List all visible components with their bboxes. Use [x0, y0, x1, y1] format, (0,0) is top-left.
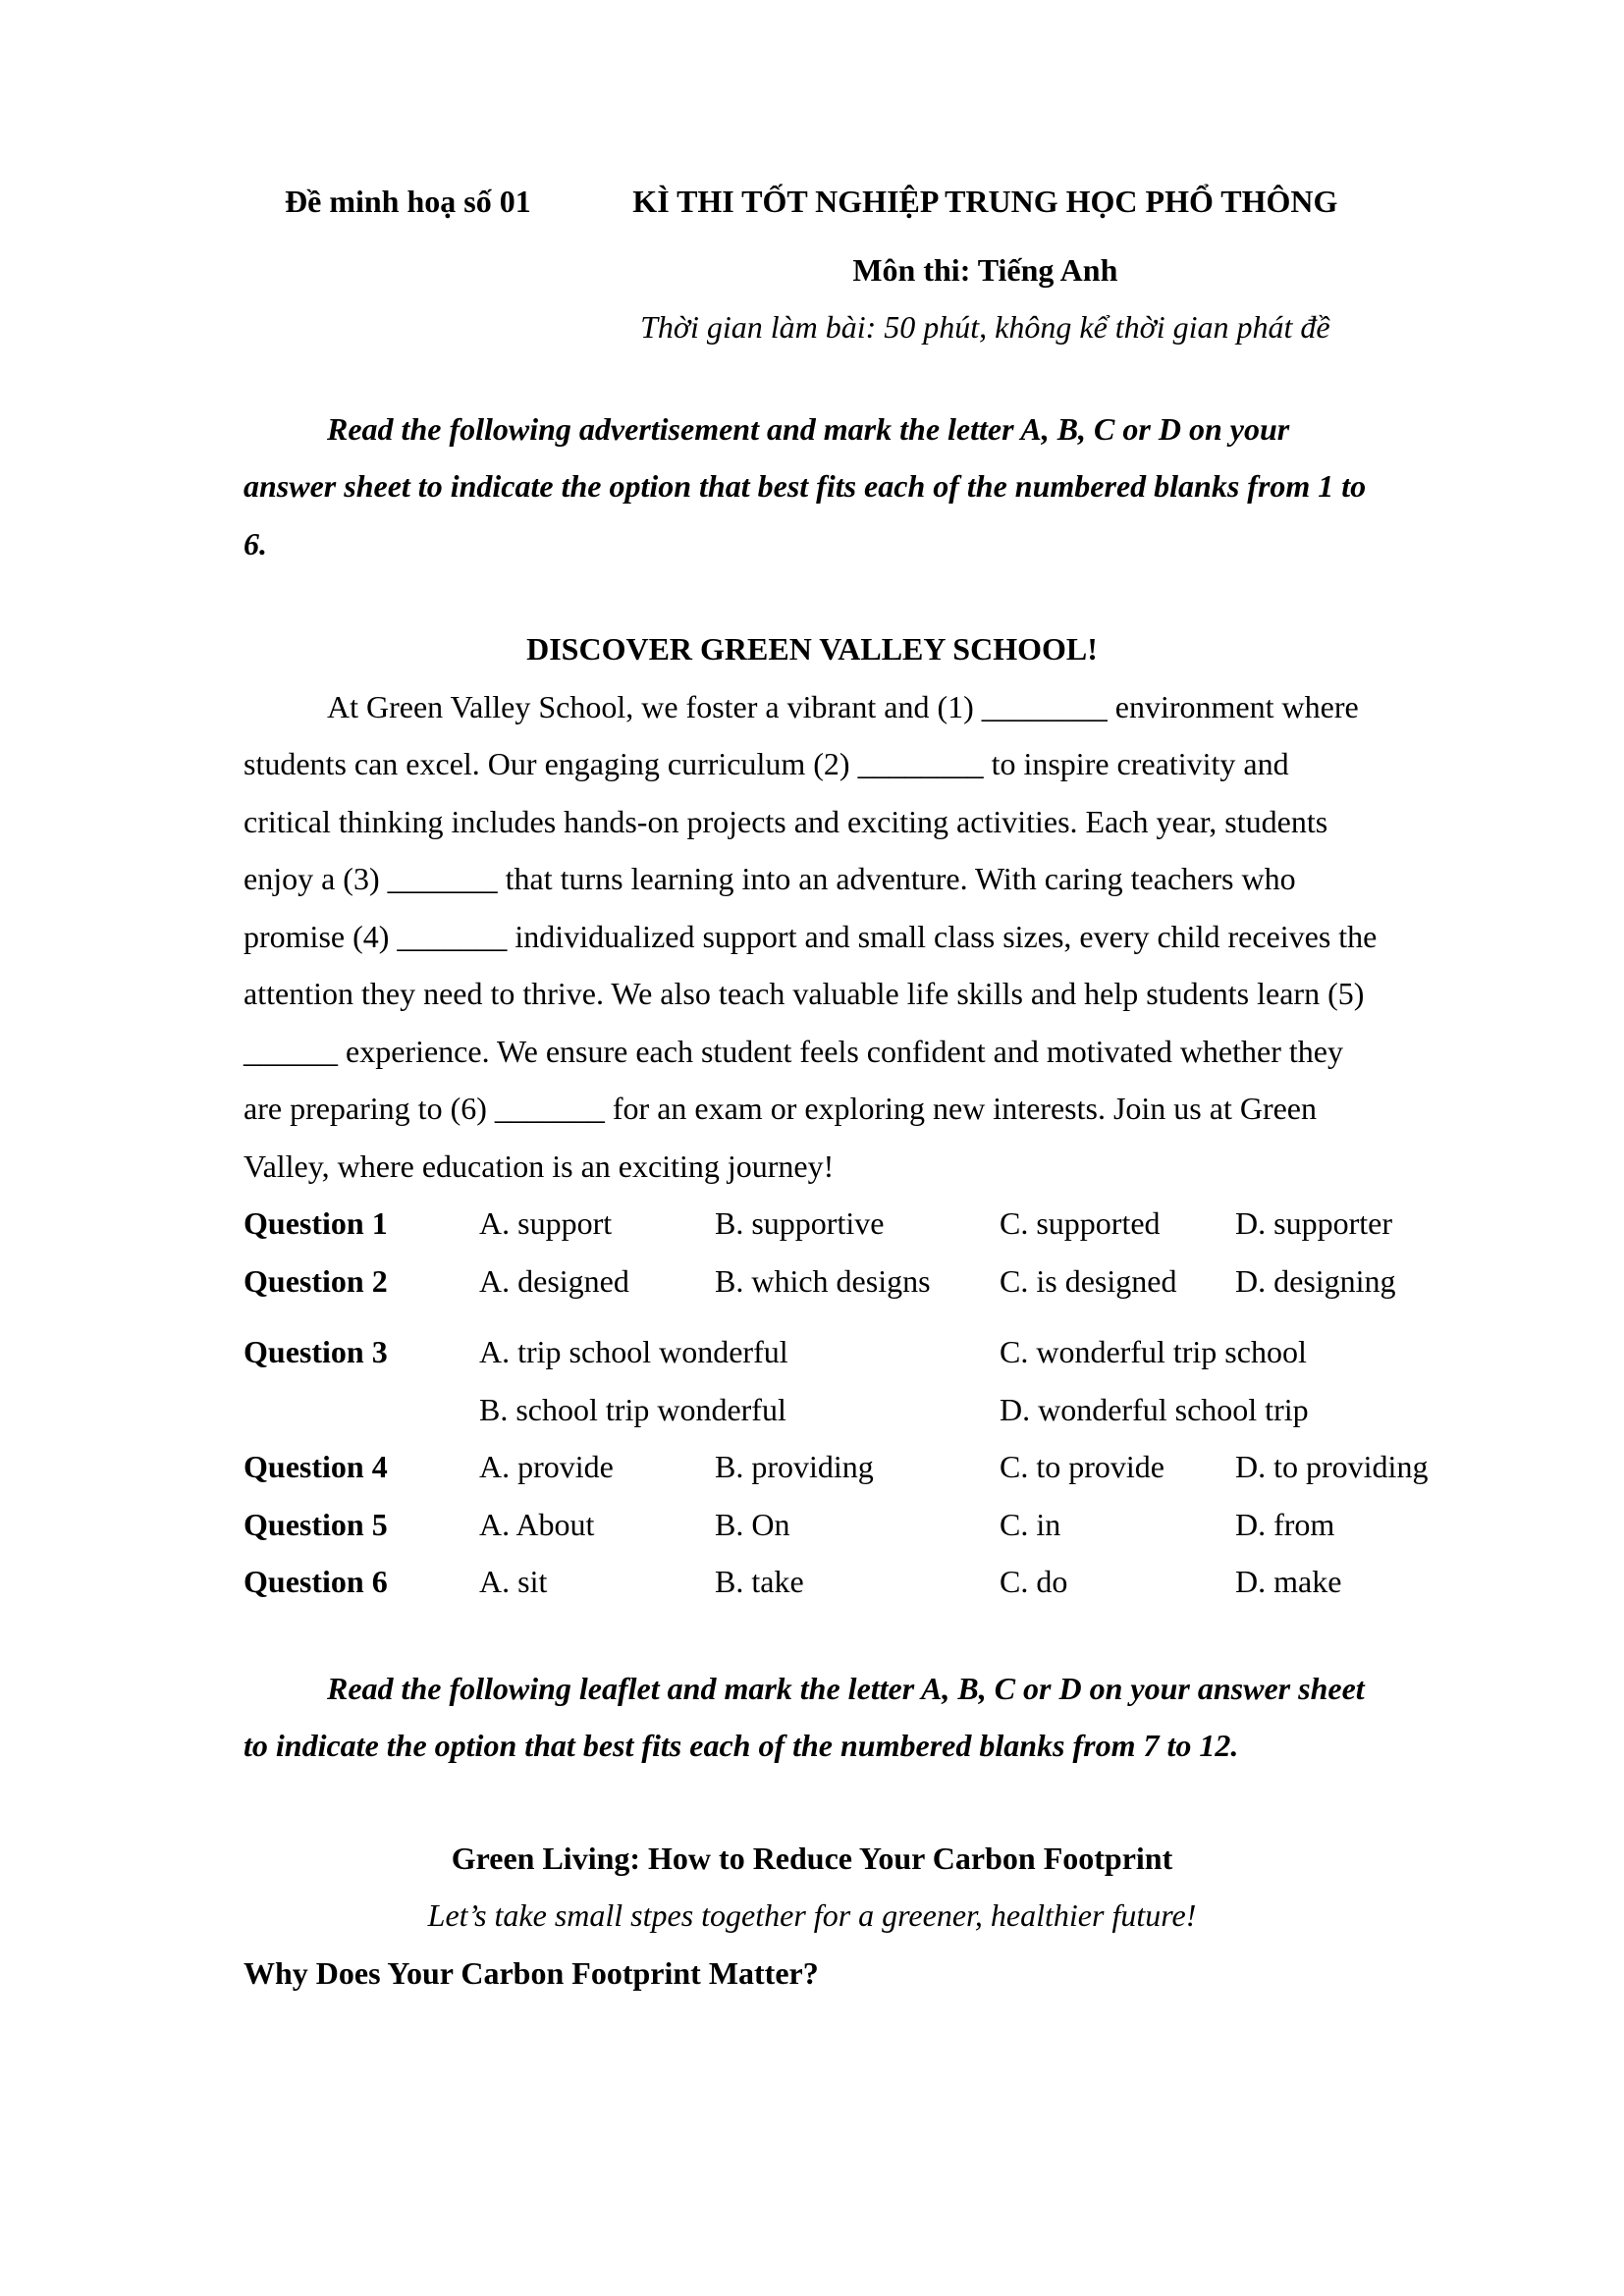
leaflet-title: Green Living: How to Reduce Your Carbon Footprint [451, 1840, 1173, 1876]
question-row-6 [244, 1553, 1380, 1611]
leaflet-subtitle: Let’s take small stpes together for a greener, healthier future! [427, 1897, 1197, 1933]
question-1-option-c: C. supported [1000, 1205, 1161, 1241]
question-5-option-c: C. in [1000, 1506, 1061, 1542]
question-6-option-b: B. take [715, 1564, 804, 1599]
question-4-option-d: D. to providing [1235, 1449, 1429, 1484]
question-5-option-b: B. On [715, 1506, 790, 1542]
question-4-option-a: A. provide [479, 1449, 614, 1484]
question-2-option-a: A. designed [479, 1262, 629, 1299]
question-3-option-c: C. wonderful trip school [1000, 1334, 1307, 1369]
question-row-2 [244, 1253, 1396, 1310]
question-row-3b [244, 1381, 1380, 1439]
section2-instruction: Read the following leaflet and mark the letter A, B, C or D on your answer sheet to indicate the option that best fits each of the numbered blanks from 7 to 12. [244, 1670, 1365, 1763]
question-row-5 [244, 1496, 1380, 1554]
question-6-option-d: D. make [1235, 1564, 1342, 1599]
question-5-option-d: D. from [1235, 1506, 1335, 1542]
question-6-option-c: C. do [1000, 1564, 1068, 1599]
exam-code-label: Đề minh hoạ số 01 [285, 184, 531, 219]
question-6-label: Question 6 [244, 1564, 388, 1599]
questions-block [244, 1195, 1429, 1611]
question-3-option-a: A. trip school wonderful [479, 1334, 788, 1369]
question-2-option-c: C. is designed [1000, 1262, 1177, 1299]
question-3-option-d: D. wonderful school trip [1000, 1391, 1309, 1427]
question-3-option-b: B. school trip wonderful [479, 1391, 786, 1427]
exam-title: KÌ THI TỐT NGHIỆP TRUNG HỌC PHỔ THÔNG [632, 184, 1338, 219]
question-4-option-c: C. to provide [1000, 1449, 1164, 1484]
section1-instruction: Read the following advertisement and mark the letter A, B, C or D on your answer sheet to indicate the option that best fits each of the numbered blanks from 1 to 6. [244, 410, 1367, 561]
question-5-label: Question 5 [244, 1506, 388, 1542]
question-6-option-a: A. sit [479, 1564, 548, 1599]
exam-subject: Môn thi: Tiếng Anh [852, 251, 1118, 288]
question-1-label: Question 1 [244, 1205, 388, 1241]
leaflet-section-heading: Why Does Your Carbon Footprint Matter? [244, 1954, 819, 1991]
question-row-1 [244, 1195, 1392, 1253]
exam-duration: Thời gian làm bài: 50 phút, không kể thời gian phát đề [640, 309, 1330, 345]
question-3-label-spacer [244, 1381, 479, 1439]
question-1-option-b: B. supportive [715, 1205, 885, 1241]
question-4-option-b: B. providing [715, 1449, 874, 1484]
question-1-option-d: D. supporter [1235, 1205, 1392, 1241]
question-row-3a [244, 1323, 1380, 1381]
question-2-option-b: B. which designs [715, 1262, 931, 1299]
passage-title: DISCOVER GREEN VALLEY SCHOOL! [526, 631, 1098, 667]
document-header [244, 173, 1380, 356]
question-row-4 [244, 1438, 1429, 1496]
question-3-label: Question 3 [244, 1334, 388, 1369]
header-title-block [590, 173, 1380, 356]
question-2-option-d: D. designing [1235, 1262, 1396, 1299]
passage-text: At Green Valley School, we foster a vibrant and (1) ________ environment where students can excel. Our engaging curriculum (2) ________ to inspire creativity and critical thinking includes hands-on projects and exciting activities. Each year, students enjoy a (3) _______ that turns learning into an adventure. With caring teachers who promise (4) _______ individualized support and small class sizes, every child receives the attention they need to thrive. We also teach valuable life skills and help students learn (5) ______ experience. We ensure each student feels confident and motivated whether they are preparing to (6) _______ for an exam or exploring new interests. Join us at Green Valley, where education is an exciting journey! [244, 688, 1378, 1184]
question-2-label: Question 2 [244, 1262, 388, 1299]
question-1-option-a: A. support [479, 1205, 613, 1241]
question-4-label: Question 4 [244, 1449, 388, 1484]
question-5-option-a: A. About [479, 1506, 595, 1542]
